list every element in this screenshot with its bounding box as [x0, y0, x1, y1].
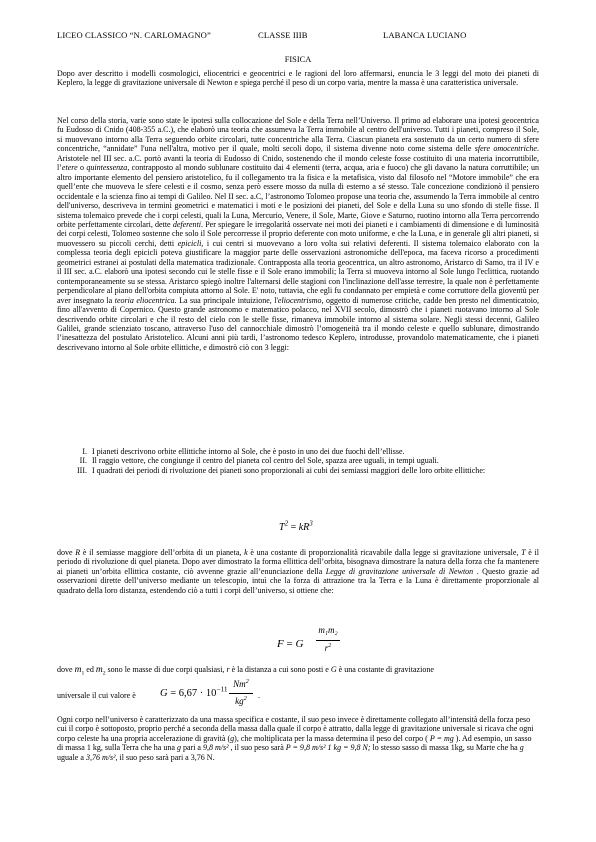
school-name: LICEO CLASSICO “N. CARLOMAGNO” — [57, 30, 211, 40]
newton-paragraph: dove R è il semiasse maggiore dell’orbita di un pianeta, k è una costante di proporzionalità ricavabile dalla legge si gravitazione universale, T è il periodo di rivoluzione di quel pianeta. Dopo aver dimostrato la forma ellittica dell’orbita, bisognava dimostrare la natura della forza che fa mantenere ai pianeti un’orbita ellittica costante, ciò avvenne grazie all’enunciazione della Legge di gravitazione universale di Newton . Questo grazie ad osservazioni dirette dell’universo mediante un telescopio, intuì che la forza di attrazione tra la Terra e la Luna è direttamente proporzionale al quadrato della loro distanza, estendendo ciò a tutti i corpi dell’universo, si ottiene che: — [57, 548, 540, 595]
list-item: I. I pianeti descrivono orbite ellittiche intorno al Sole, che è posto in uno dei due fuochi dell’ellisse. — [82, 447, 405, 456]
list-item: III. I quadrati dei periodi di rivoluzione dei pianeti sono proporzionali ai cubi dei semiassi maggiori delle loro orbite ellittiche: — [76, 465, 486, 475]
document-page: LICEO CLASSICO “N. CARLOMAGNO” CLASSE IIIB LABANCA LUCIANO FISICA Dopo aver descritto i modelli cosmologici, eliocentrici e geocentrici e le ragioni del loro affermarsi, enuncia le 3 leggi del moto dei pianeti di Keplero, la legge di gravitazione universale di Newton e spiega perché il peso di un corpo varia, mentre la massa è una caratteristica universale. Nel corso della storia, varie sono state le ipotesi sulla collocazione del Sole e della Terra nell’Universo. Il primo ad elaborare una ipotesi geocentrica fu Eudosso di Cnido (408-355 a.C.), che elaborò una teoria che assumeva la Terra immobile al centro dell'universo. Tutti i pianeti, compreso il Sole, si muovevano intorno alla Terra seguendo orbite circolari, tutte concentriche alla Terra. Ciascun pianeta era sostenuto da un certo numero di sfere concentriche, “annidate” l'una nell'altra, motivo per il quale, molti secoli dopo, il sistema divenne noto come sistema delle sfere omocentriche. Aristotele nel III sec. a.C. portò avanti la teoria di Eudosso di Cnido, sostenendo che il mondo celeste fosse costituito di una materia incorruttibile, l’etere o quintessenza, contrapposto al mondo sublunare costituito dai 4 elementi (terra, acqua, aria e fuoco) che gli davano la natura corruttibile; un altro importante elemento del pensiero aristotelico, fu il collegamento tra la fisica e la metafisica, visto dal filosofo nel “Motore immobile” che era quell’ente che muoveva le sfere celesti e il cosmo, senza però essere mosso da nulla di esterno a sé stesso. Tale concezione condizionò il pensiero occidentale e la scienza fino ai tempi di Galileo. Nel II sec. a.C, l’astronomo Tolomeo propose una teoria che, assumendo la Terra immobile al centro dell'universo, descriveva in termini geometrici e matematici i moti e le posizioni dei pianeti, del Sole e della Luna su uno sfondo di stelle fisse. Il sistema tolemaico prevede che i corpi celesti, quali la Luna, Mercurio, Venere, il Sole, Marte, Giove e Saturno, ruotino intorno alla Terra percorrendo orbite perfettamente circolari, dette deferenti. Per spiegare le irregolarità osservate nei moti dei pianeti e i cambiamenti di dimensione e di luminosità dei corpi celesti, Tolomeo sostenne che solo il Sole percorresse il proprio deferente con moto uniforme, e che la Luna, e in generale gli altri pianeti, si muovessero su piccoli cerchi, detti epicicli, i cui centri si muovevano a loro volta sui relativi deferenti. Il sistema tolemaico elaborato con la complessa teoria degli epicicli poteva giustificare la maggior parte delle osservazioni astronomiche dell'epoca, ma faceva ricorso a procedimenti geometrici estranei ai postulati della matematica tradizionale. Contrapposta alla teoria geocentrica, un altro astronomo, Aristarco di Samo, tra il IV e il III sec. a.C. elaborò una ipotesi secondo cui le stelle fisse e il Sole erano immobili; la Terra si muoveva intorno al Sole lungo l'eclittica, ruotando contemporaneamente su se stessa. Aristarco spiegò inoltre l'alternarsi delle stagioni con l'inclinazione dell'asse terrestre, la quale non è perfettamente perpendicolare al piano dell'orbita compiuta attorno al Sole. E' noto, tuttavia, che egli fu condannato per empietà e come corruttore della gioventù per aver insegnato la teoria eliocentrica. La sua principale intuizione, l'eliocentrismo, oggetto di numerose critiche, cadde ben presto nel dimenticatoio, fino all'avvento di Copernico. Questo grande astronomo e matematico polacco, nel XVII secolo, dimostrò che i pianeti ruotavano intorno al Sole descrivendo orbite circolari e che il resto del cielo con le stelle fisse, rimaneva immobile intorno al sistema solare. Negli stessi decenni, Galileo Galilei, grande scienziato toscano, attraverso l'uso del cannocchiale dimostrò l’omogeneità tra il mondo celeste e quello sublunare, dimostrando l’inesattezza del postulato Aristotelico. Alcuni anni più tardi, l’astronomo tedesco Keplero, introdusse, provandolo matematicamente, che i pianeti descrivevano intorno al Sole orbite ellittiche, e dimostrò ciò con 3 leggi: I. I pianeti descrivono orbite ellittiche intorno al Sole, che è posto in uno dei due fuochi dell’ellisse. II. Il raggio vettore, che congiunge il centro del pianeta col centro del Sole, spazza aree uguali, in tempi uguali. III. I quadrati dei periodi di rivoluzione dei pianeti sono proporzionali ai cubi dei semiassi maggiori delle loro orbite ellittiche: $T^2 = kR^3$ dove R è il semiasse maggiore dell’orbita di un pianeta, k è una costante di proporzionalità ricavabile dalla legge si gravitazione universale, T è il periodo di rivoluzione di quel pianeta. Dopo aver dimostrato la forma ellittica dell’orbita, bisognava dimostrare la natura della forza che fa mantenere ai pianeti un’orbita ellittica costante, ciò avvenne grazie all’enunciazione della Legge di gravitazione universale di Newton . Questo grazie ad osservazioni dirette dell’universo mediante un telescopio, intuì che la forza di attrazione tra la Terra e la Luna è direttamente proporzionale al quadrato della loro distanza, estendendo ciò a tutti i corpi dell’universo, si ottiene che: F = G m₁m₂ $r^2$ dove $m_1$ ed $m_2$ sono le masse di due corpi qualsiasi, r è la distanza a cui sono posti e G è una costante di gravitazione universale il cui valore è $G = 6,67 \cdot 10^{-11}$ Nm$^2$ $kg^2$ . Ogni corpo nell’universo è caratterizzato da una massa specifica e costante, il suo peso invece è direttamente collegato all’intensità della forza peso cui il corpo è sottoposto, proprio perché a seconda della massa dalla quale il corpo è attratto, dalla legge di gravitazione universale si ricava che ogni corpo celeste ha una propria accelerazione di gravità (g), che moltiplicata per la massa determina il peso del corpo ( P = mg ). Ad esempio, un sasso di massa 1 kg, sulla Terra che ha una g pari a 9,8 m/s² , il suo peso sarà P = 9,8 m/s² 1 kg = 9,8 N; lo stesso sasso di massa 1kg, su Marte che ha g uguale a 3,76 m/s², il suo peso sarà pari a 3,76 N. — [0, 0, 596, 842]
kepler-equation: $T^2 = kR^3$ — [279, 519, 313, 533]
class-label: CLASSE IIIB — [258, 30, 308, 40]
masses-paragraph: dove $m_1$ ed $m_2$ sono le masse di due corpi qualsiasi, r è la distanza a cui sono posti e G è una costante di gravitazione — [57, 665, 434, 677]
mass-weight-paragraph: Ogni corpo nell’universo è caratterizzato da una massa specifica e costante, il suo peso invece è direttamente collegato all’intensità della forza peso cui il corpo è sottoposto, proprio perché a seconda della massa dalla quale il corpo è attratto, dalla legge di gravitazione universale si ricava che ogni corpo celeste ha una propria accelerazione di gravità (g), che moltiplicata per la massa determina il peso del corpo ( P = mg ). Ad esempio, un sasso di massa 1 kg, sulla Terra che ha una g pari a 9,8 m/s² , il suo peso sarà P = 9,8 m/s² 1 kg = 9,8 N; lo stesso sasso di massa 1kg, su Marte che ha g uguale a 3,76 m/s², il suo peso sarà pari a 3,76 N. — [57, 715, 534, 762]
kepler-laws-list — [57, 447, 539, 475]
list-item: II. Il raggio vettore, che congiunge il centro del pianeta col centro del Sole, spazza aree uguali, in tempi uguali. — [79, 456, 439, 466]
assignment-prompt: Dopo aver descritto i modelli cosmologici, eliocentrici e geocentrici e le ragioni del loro affermarsi, enuncia le 3 leggi del moto dei pianeti di Keplero, la legge di gravitazione universale di Newton e spiega perché il peso di un corpo varia, mentre la massa è una caratteristica universale. — [57, 69, 539, 88]
student-name: LABANCA LUCIANO — [383, 30, 467, 40]
history-paragraph: Nel corso della storia, varie sono state le ipotesi sulla collocazione del Sole e della Terra nell’Universo. Il primo ad elaborare una ipotesi geocentrica fu Eudosso di Cnido (408-355 a.C.), che elaborò una teoria che assumeva la Terra immobile al centro dell'universo. Tutti i pianeti, compreso il Sole, si muovevano intorno alla Terra seguendo orbite circolari, tutte concentriche alla Terra. Ciascun pianeta era sostenuto da un certo numero di sfere concentriche, “annidate” l'una nell'altra, motivo per il quale, molti secoli dopo, il sistema divenne noto come sistema delle sfere omocentriche. Aristotele nel III sec. a.C. portò avanti la teoria di Eudosso di Cnido, sostenendo che il mondo celeste fosse costituito di una materia incorruttibile, l’etere o quintessenza, contrapposto al mondo sublunare costituito dai 4 elementi (terra, acqua, aria e fuoco) che gli davano la natura corruttibile; un altro importante elemento del pensiero aristotelico, fu il collegamento tra la fisica e la metafisica, visto dal filosofo nel “Motore immobile” che era quell’ente che muoveva le sfere celesti e il cosmo, senza però essere mosso da nulla di esterno a sé stesso. Tale concezione condizionò il pensiero occidentale e la scienza fino ai tempi di Galileo. Nel II sec. a.C, l’astronomo Tolomeo propose una teoria che, assumendo la Terra immobile al centro dell'universo, descriveva in termini geometrici e matematici i moti e le posizioni dei pianeti, del Sole e della Luna su uno sfondo di stelle fisse. Il sistema tolemaico prevede che i corpi celesti, quali la Luna, Mercurio, Venere, il Sole, Marte, Giove e Saturno, ruotino intorno alla Terra percorrendo orbite perfettamente circolari, dette deferenti. Per spiegare le irregolarità osservate nei moti dei pianeti e i cambiamenti di dimensione e di luminosità dei corpi celesti, Tolomeo sostenne che solo il Sole percorresse il proprio deferente con moto uniforme, e che la Luna, e in generale gli altri pianeti, si muovessero su piccoli cerchi, detti epicicli, i cui centri si muovevano a loro volta sui relativi deferenti. Il sistema tolemaico elaborato con la complessa teoria degli epicicli poteva giustificare la maggior parte delle osservazioni astronomiche dell'epoca, ma faceva ricorso a procedimenti geometrici estranei ai postulati della matematica tradizionale. Contrapposta alla teoria geocentrica, un altro astronomo, Aristarco di Samo, tra il IV e il III sec. a.C. elaborò una ipotesi secondo cui le stelle fisse e il Sole erano immobili; la Terra si muoveva intorno al Sole lungo l'eclittica, ruotando contemporaneamente su se stessa. Aristarco spiegò inoltre l'alternarsi delle stagioni con l'inclinazione dell'asse terrestre, la quale non è perfettamente perpendicolare al piano dell'orbita compiuta attorno al Sole. E' noto, tuttavia, che egli fu condannato per empietà e come corruttore della gioventù per aver insegnato la teoria eliocentrica. La sua principale intuizione, l'eliocentrismo, oggetto di numerose critiche, cadde ben presto nel dimenticatoio, fino all'avvento di Copernico. Questo grande astronomo e matematico polacco, nel XVII secolo, dimostrò che i pianeti ruotavano intorno al Sole descrivendo orbite circolari e che il resto del cielo con le stelle fisse, rimaneva immobile intorno al sistema solare. Negli stessi decenni, Galileo Galilei, grande scienziato toscano, attraverso l'uso del cannocchiale dimostrò l’omogeneità tra il mondo celeste e quello sublunare, dimostrando l’inesattezza del postulato Aristotelico. Alcuni anni più tardi, l’astronomo tedesco Keplero, introdusse, provandolo matematicamente, che i pianeti descrivevano intorno al Sole orbite ellittiche, e dimostrò ciò con 3 leggi: — [57, 116, 539, 352]
page-title: FISICA — [284, 55, 312, 64]
